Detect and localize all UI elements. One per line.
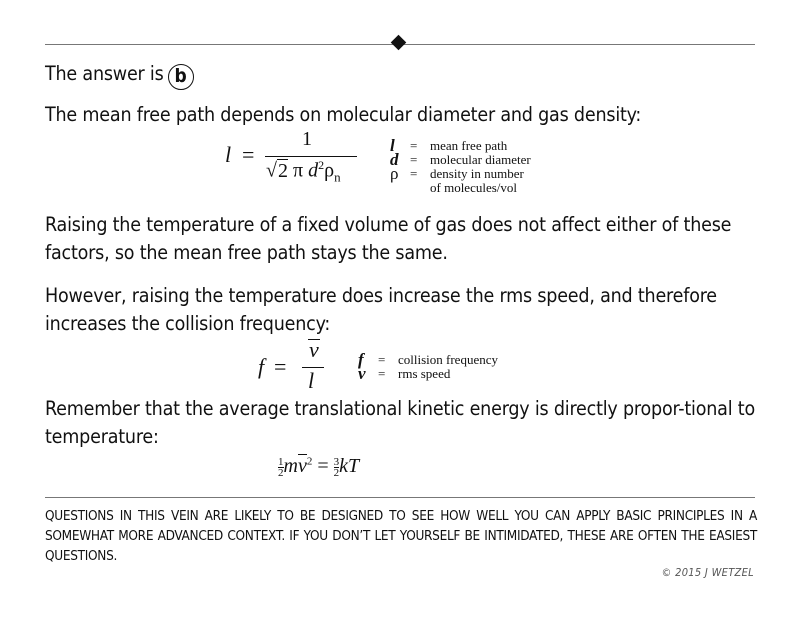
legend-row: of molecules/vol [430, 180, 518, 195]
copyright: © 2015 J WETZEL [661, 566, 754, 579]
paragraph-temperature-volume: Raising the temperature of a fixed volume of gas does not affect either of these factors, so the mean free path stays the same. [45, 213, 732, 264]
bottom-divider [45, 497, 755, 498]
formula-numerator: v [309, 337, 319, 362]
formula-denominator: √2 π $d^2\rho_n$ [266, 158, 341, 185]
sqrt-icon: √ [266, 159, 277, 182]
formula-lhs: l [225, 142, 232, 167]
answer-line [45, 60, 194, 90]
fraction-three-halves: $\frac{3}{2}$ [333, 455, 340, 479]
formula-equals: = [274, 354, 287, 379]
legend-row: l = mean free path [390, 136, 508, 155]
fraction-one-half: $\frac{1}{2}$ [278, 455, 284, 479]
paragraph-kinetic-energy: Remember that the average translational kinetic energy is directly propor-tional to temperature: [45, 397, 755, 448]
formula-equals: = [242, 142, 255, 167]
formula-2-legend [358, 350, 498, 383]
paragraph-mean-free-path: The mean free path depends on molecular diameter and gas density: [45, 103, 642, 126]
answer-prefix: The answer is [45, 62, 164, 85]
formula-lhs: f [258, 354, 265, 379]
answer-circle-badge: b [168, 64, 194, 90]
diamond-ornament-icon [391, 35, 407, 51]
legend-row: f = collision frequency [358, 350, 498, 369]
fraction-bar [265, 156, 357, 157]
paragraph-rms-speed: However, raising the temperature does increase the rms speed, and therefore increases the collision frequency: [45, 284, 717, 335]
legend-row: v = rms speed [358, 364, 451, 383]
legend-row: d = molecular diameter [390, 150, 531, 169]
formula-denominator: l [308, 368, 315, 393]
formula-numerator: 1 [302, 128, 312, 150]
study-tip-note: QUESTIONS IN THIS VEIN ARE LIKELY TO BE DESIGNED TO SEE HOW WELL YOU CAN APPLY BASIC PRINCIPLES IN A SOMEWHAT MORE ADVANCED CONTEXT. IF YOU DON’T LET YOURSELF BE INTIMIDATED, THESE ARE OFTEN THE EASIEST QUESTIONS. [45, 508, 757, 564]
formula-1-legend [390, 136, 531, 195]
formula-kinetic-energy: $\frac{1}{2}$ $mv^2$ = $\frac{3}{2}$ kT [278, 455, 360, 479]
legend-row: ρ = density in number [390, 164, 524, 183]
